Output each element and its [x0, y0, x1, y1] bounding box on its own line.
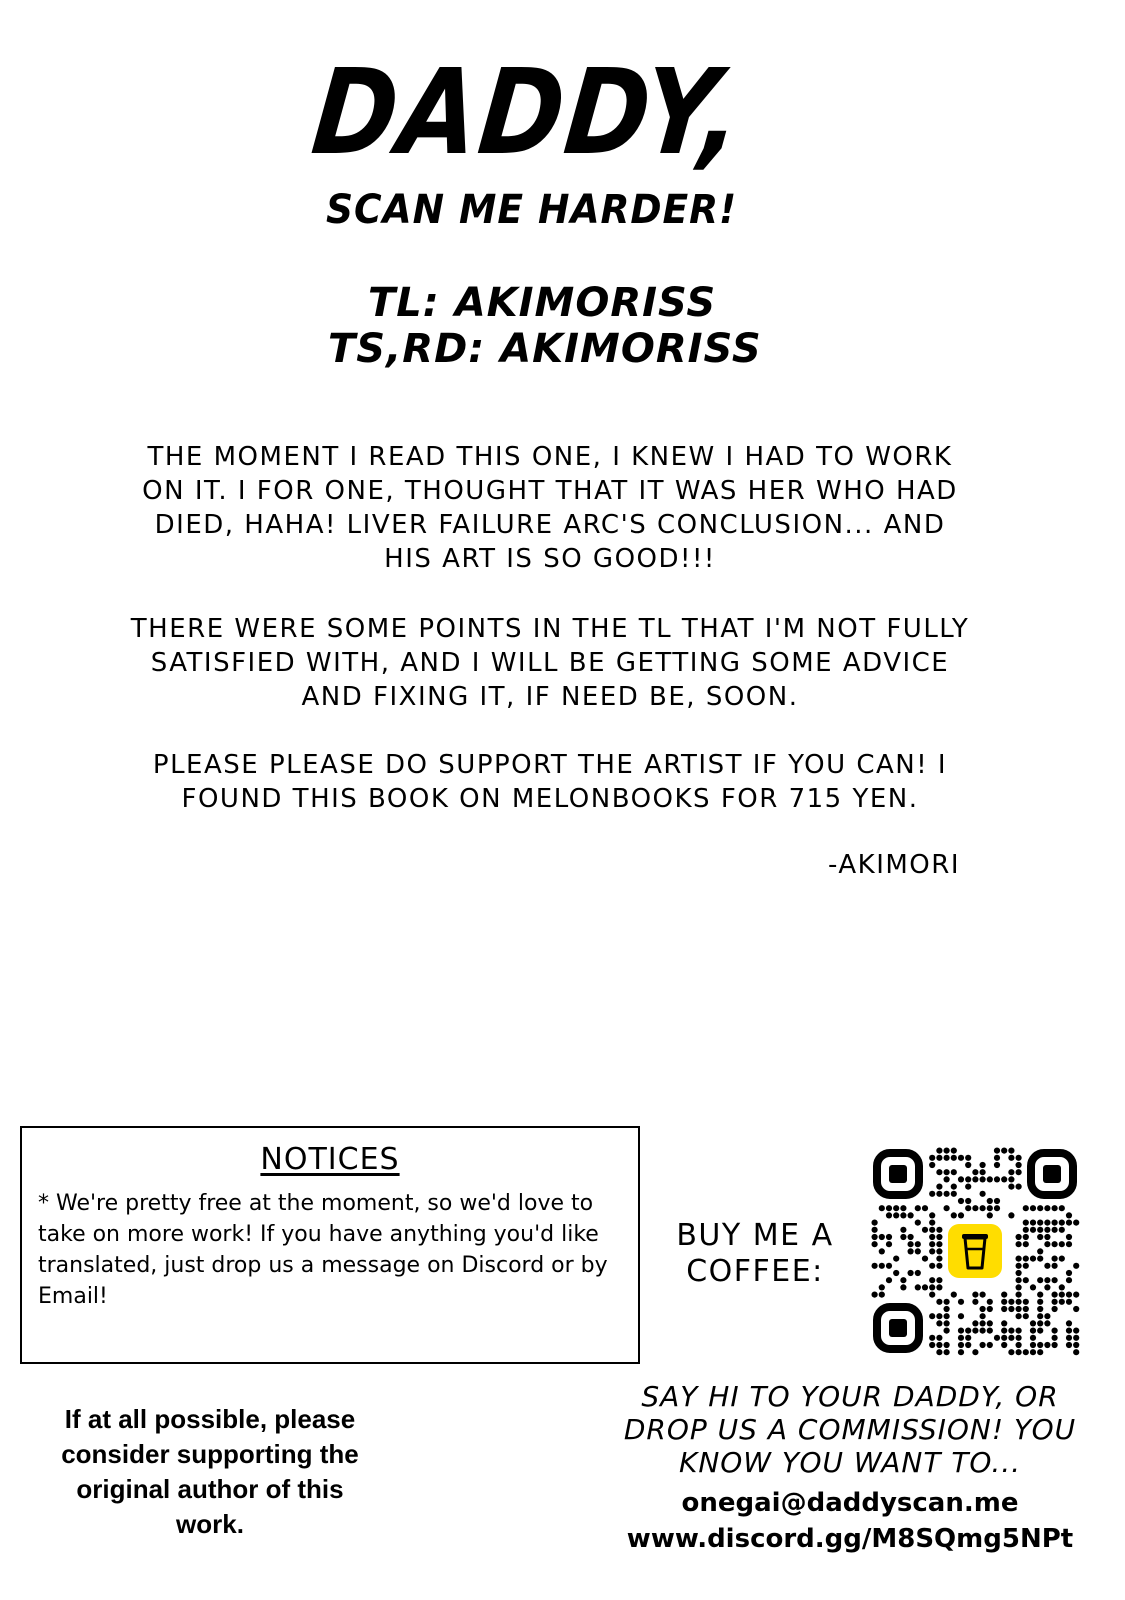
- translator-note-2: THERE WERE SOME POINTS IN THE TL THAT I'M NOT FULLY SATISFIED WITH, AND I WILL BE GETTING SOME ADVICE AND FIXING IT, IF NEED BE, SOON.: [130, 614, 970, 712]
- translator-note-1: THE MOMENT I READ THIS ONE, I KNEW I HAD TO WORK ON IT. I FOR ONE, THOUGHT THAT IT WAS HER WHO HAD DIED, HAHA! LIVER FAILURE ARC'S CONCLUSION... AND HIS ART IS SO GOOD!!!: [142, 442, 958, 574]
- notices-title: NOTICES: [260, 1142, 400, 1177]
- discord-invite-link[interactable]: www.discord.gg/M8SQmg5NPt: [626, 1524, 1074, 1554]
- qr-finder-top-right: [1031, 1153, 1073, 1195]
- contact-callout: SAY HI TO YOUR DADDY, OR DROP US A COMMISSION! YOU KNOW YOU WANT TO...: [623, 1380, 1077, 1479]
- notices-body: * We're pretty free at the moment, so we'd love to take on more work! If you have anything you'd like translated, just drop us a message on Discord or by Email!: [38, 1191, 608, 1309]
- qr-code-icon[interactable]: [870, 1146, 1080, 1356]
- translator-note-3: PLEASE PLEASE DO SUPPORT THE ARTIST IF YOU CAN! I FOUND THIS BOOK ON MELONBOOKS FOR 715 YEN.: [152, 750, 948, 814]
- contact-email-link[interactable]: onegai@daddyscan.me: [681, 1488, 1019, 1518]
- qr-finder-top-left: [877, 1153, 919, 1195]
- qr-finder-bottom-left: [877, 1307, 919, 1349]
- page-subtitle: SCAN ME HARDER!: [326, 187, 738, 233]
- notices-box: [20, 1126, 640, 1364]
- page-title: DADDY,: [306, 43, 750, 181]
- coffee-cup-icon: [944, 1220, 1006, 1282]
- credit-typesetter-redrawer: TS,RD: AKIMORISS: [328, 326, 762, 372]
- buy-me-a-coffee-label: BUY ME A COFFEE:: [676, 1218, 834, 1289]
- note-signature: -AKIMORI: [828, 850, 960, 880]
- credit-translator: TL: AKIMORISS: [368, 280, 717, 326]
- support-author-text: If at all possible, please consider supporting the original author of this work.: [61, 1404, 359, 1539]
